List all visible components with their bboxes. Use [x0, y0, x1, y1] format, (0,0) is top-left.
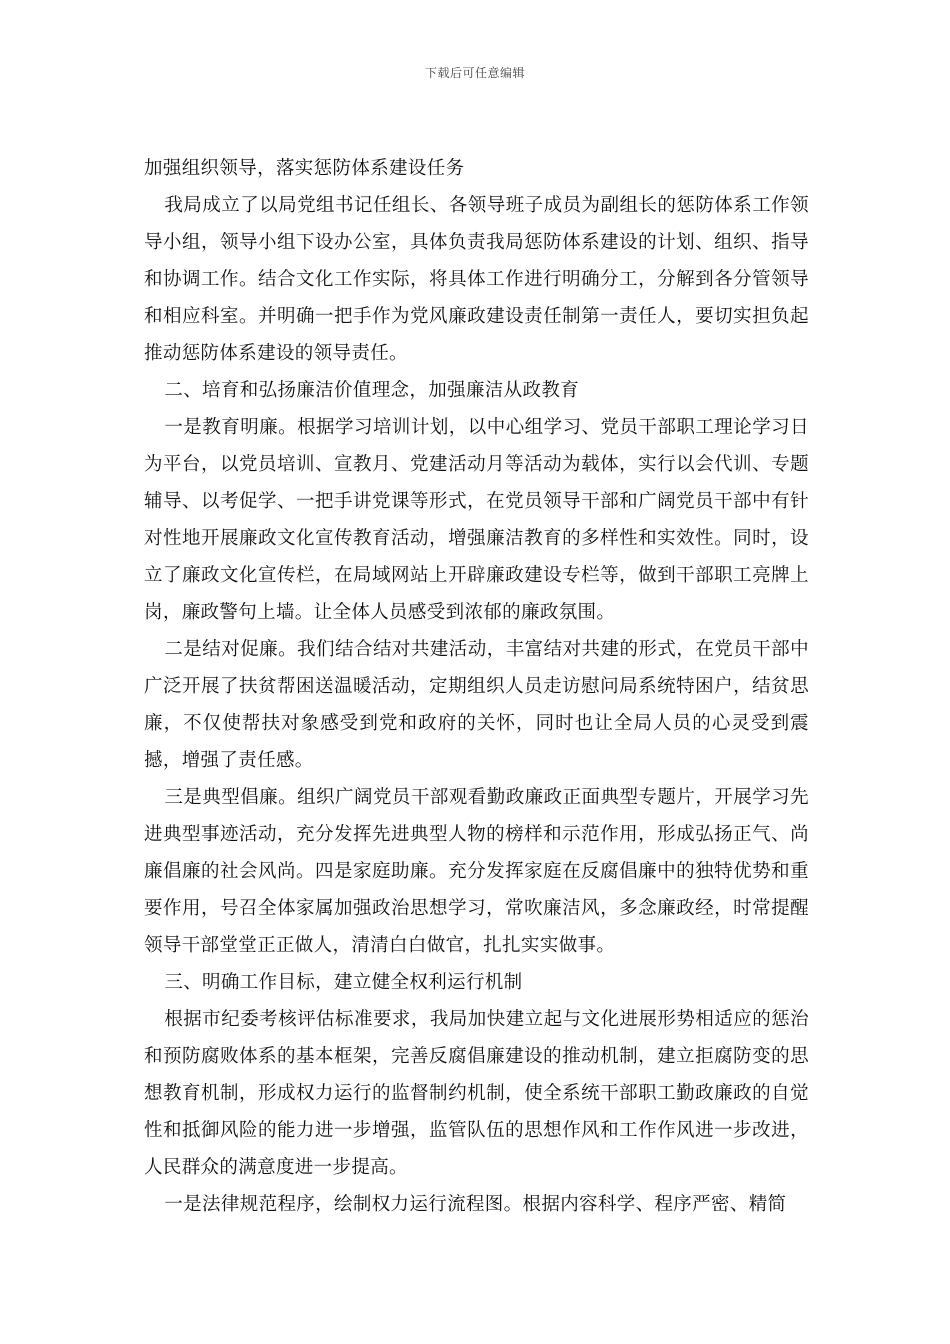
paragraph-6: 一是法律规范程序，绘制权力运行流程图。根据内容科学、程序严密、精简	[164, 1194, 787, 1215]
paragraph-3: 二是结对促廉。我们结合结对共建活动，丰富结对共建的形式，在党员干部中广泛开展了扶贫帮困送温暖活动，定期组织人员走访慰问局系统特困户，结贫思廉，不仅使帮扶对象感受到党和政府的关怀，同时也让全局人员的心灵受到震撼，增强了责任感。	[144, 639, 809, 771]
paragraph-5: 根据市纪委考核评估标准要求，我局加快建立起与文化进展形势相适应的惩治和预防腐败体系的基本框架，完善反腐倡廉建设的推动机制，建立拒腐防变的思想教育机制，形成权力运行的监督制约机制，使全系统干部职工勤政廉政的自觉性和抵御风险的能力进一步增强，监管队伍的思想作风和工作作风进一步改进，人民群众的满意度进一步提高。	[144, 1009, 809, 1178]
section-heading-3: 三、明确工作目标，建立健全权利运行机制	[164, 972, 523, 993]
section-heading-1: 加强组织领导，落实惩防体系建设任务	[144, 158, 465, 179]
document-body	[144, 150, 809, 1223]
section-heading-2: 二、培育和弘扬廉洁价值理念，加强廉洁从政教育	[164, 380, 580, 401]
paragraph-4: 三是典型倡廉。组织广阔党员干部观看勤政廉政正面典型专题片，开展学习先进典型事迹活动，充分发挥先进典型人物的榜样和示范作用，形成弘扬正气、尚廉倡廉的社会风尚。四是家庭助廉。充分发挥家庭在反腐倡廉中的独特优势和重要作用，号召全体家属加强政治思想学习，常吹廉洁风，多念廉政经，时常提醒领导干部堂堂正正做人，清清白白做官，扎扎实实做事。	[144, 787, 809, 956]
paragraph-2: 一是教育明廉。根据学习培训计划，以中心组学习、党员干部职工理论学习日为平台，以党员培训、宣教月、党建活动月等活动为载体，实行以会代训、专题辅导、以考促学、一把手讲党课等形式，在党员领导干部和广阔党员干部中有针对性地开展廉政文化宣传教育活动，增强廉洁教育的多样性和实效性。同时，设立了廉政文化宣传栏，在局域网站上开辟廉政建设专栏等，做到干部职工亮牌上岗，廉政警句上墙。让全体人员感受到浓郁的廉政氛围。	[144, 417, 809, 623]
paragraph-1: 我局成立了以局党组书记任组长、各领导班子成员为副组长的惩防体系工作领导小组，领导小组下设办公室，具体负责我局惩防体系建设的计划、组织、指导和协调工作。结合文化工作实际，将具体工作进行明确分工，分解到各分管领导和相应科室。并明确一把手作为党风廉政建设责任制第一责任人，要切实担负起推动惩防体系建设的领导责任。	[144, 195, 809, 364]
page-header-note: 下载后可任意编辑	[424, 66, 525, 80]
